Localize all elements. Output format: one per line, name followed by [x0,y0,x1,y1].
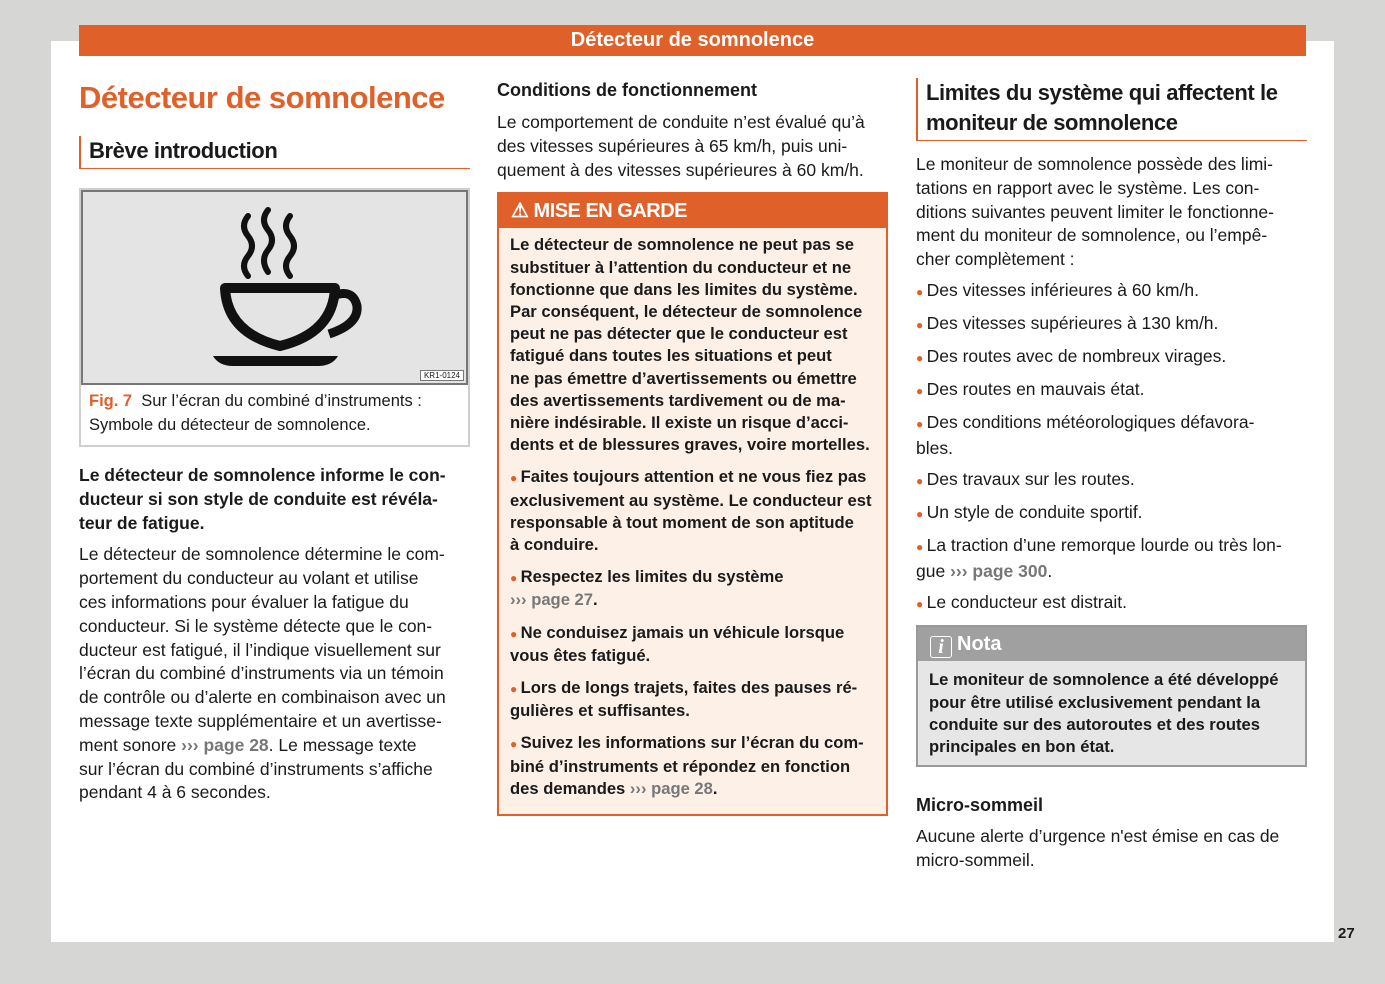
item-text-end: . [593,590,598,610]
figure-caption [81,385,468,445]
sub-text: Aucune alerte d’urgence n'est émise en cas de micro-sommeil. [916,825,1280,870]
paragraph-text: . Le message texte sur l’écran du combiné d’instruments s’affiche pendant 4 à 6 secondes. [79,734,433,803]
header-bar: Détecteur de somnolence [79,25,1306,56]
item-text-end: . [712,778,718,798]
item-text: Suivez les informations sur l’écran du com- biné d’instruments et répondez en fonction des demandes [510,733,864,798]
nota-box [916,625,1307,767]
bullet-icon: ● [916,474,927,489]
item-text: Respectez les limites du système [520,567,784,587]
nota-header [918,627,1305,661]
figure-image [81,190,468,385]
list-item [916,411,1307,461]
list-item [510,677,876,722]
warning-box [497,192,888,816]
info-icon: i [930,636,952,658]
figure-label: Fig. 7 [89,392,133,410]
list-item [510,732,876,800]
section-heading: Brève introduction [79,136,470,169]
bullet-icon: ● [916,351,927,366]
page-link[interactable]: ››› page 28 [629,778,713,798]
warning-body [499,228,886,814]
item-text: Des conditions météorologiques défavora- bles. [916,412,1255,459]
item-text: Le conducteur est distrait. [926,592,1127,613]
bullet-icon: ● [916,318,927,333]
coffee-cup-icon [83,192,470,383]
warning-header [499,194,886,228]
list-item [916,591,1307,617]
page-title: Détecteur de somnolence [79,80,445,115]
list-item [510,466,876,556]
warning-triangle-icon: ⚠ [511,200,529,223]
limits-intro: Le moniteur de somnolence possède des limi- tations en rapport avec le système. Les con- ditions suivantes peuvent limiter le fonctionne- ment du moniteur de somnolence, ou l’empê- cher complètement : [916,154,1274,270]
nota-text: Le moniteur de somnolence a été développé pour être utilisé exclusivement pendant la conduite sur des autoroutes et des routes principales en bon état. [929,670,1279,757]
list-item [916,345,1307,371]
bullet-icon: ● [916,284,927,299]
bullet-icon: ● [916,417,927,432]
column-left [79,80,470,805]
bullet-icon: ● [510,626,521,641]
bullet-icon: ● [916,384,927,399]
bullet-icon: ● [510,471,521,486]
warning-intro: Le détecteur de somnolence ne peut pas se substituer à l’attention du conducteur et ne fonctionne que dans les limites du système. Par conséquent, le détecteur de somnolence peut ne pas détecter que le conducteur est fatigué dans toutes les situations et peut ne pas émettre d’avertissements ou émettre des avertissements tardivement ou de ma- nière indésirable. Il existe un risque d’acci- dents et de blessures graves, voire mortelles. [510,235,870,455]
sub-heading: Micro-sommeil [916,794,1044,815]
column-right [916,78,1307,872]
caption-text: Sur l’écran du combiné d’instruments : Symbole du détecteur de somnolence. [89,392,422,434]
item-text: Un style de conduite sportif. [926,502,1143,523]
list-item [916,534,1307,584]
item-text: Des travaux sur les routes. [926,469,1135,490]
item-text: Des vitesses supérieures à 130 km/h. [926,313,1219,334]
item-text-end: . [1047,561,1053,582]
bullet-icon: ● [916,540,927,555]
bullet-icon: ● [916,507,927,522]
list-item [510,566,876,611]
list-item [510,622,876,667]
lead-text: Le détecteur de somnolence informe le con- ducteur si son style de conduite est révéla- teur de fatigue. [79,465,446,533]
figure [79,188,470,447]
item-text: Ne conduisez jamais un véhicule lorsque vous êtes fatigué. [510,622,845,665]
page-link[interactable]: ››› page 27 [510,590,593,610]
list-item [916,378,1307,404]
section-heading: Limites du système qui affectent le moniteur de somnolence [916,78,1307,141]
body-paragraph [79,543,470,805]
page-number: 27 [1338,925,1355,942]
page-link[interactable]: ››› page 28 [181,734,269,755]
item-text: Des routes avec de nombreux virages. [926,346,1227,367]
bullet-icon: ● [510,737,521,752]
list-item [916,501,1307,527]
item-text: Faites toujours attention et ne vous fiez pas exclusivement au système. Le conducteur est responsable à tout moment de son aptitude à conduire. [510,467,872,555]
page-link[interactable]: ››› page 300 [950,561,1048,582]
bullet-icon: ● [510,571,521,586]
item-text: Des vitesses inférieures à 60 km/h. [926,279,1199,300]
paragraph-text: Le détecteur de somnolence détermine le com- portement du conducteur au volant et utilise ces informations pour évaluer la fatigue du conducteur. Si le système détecte que le con- ducteur est fatigué, il l’indique visuellement sur l’écran du combiné d’instruments via un témoin de contrôle ou d’alerte en combinaison avec un message texte supplémentaire et un avertisse- ment sonore [79,544,446,755]
item-text: Lors de longs trajets, faites des pauses ré- gulières et suffisantes. [510,678,858,721]
bullet-icon: ● [510,682,521,697]
section-heading: Conditions de fonctionnement [497,80,757,100]
list-item [916,468,1307,494]
warning-title: MISE EN GARDE [533,200,688,223]
conditions-text: Le comportement de conduite n’est évalué qu’à des vitesses supérieures à 65 km/h, puis uni- quement à des vitesses supérieures à 60 km/h. [497,112,865,180]
list-item [916,312,1307,338]
item-text: La traction d’une remorque lourde ou très lon- gue [916,535,1282,582]
limits-list [916,279,1307,617]
column-middle [497,80,888,816]
bullet-icon: ● [916,597,927,612]
nota-title: Nota [957,633,1002,656]
item-text: Des routes en mauvais état. [926,379,1145,400]
list-item [916,279,1307,305]
figure-code: KR1-0124 [420,370,464,381]
